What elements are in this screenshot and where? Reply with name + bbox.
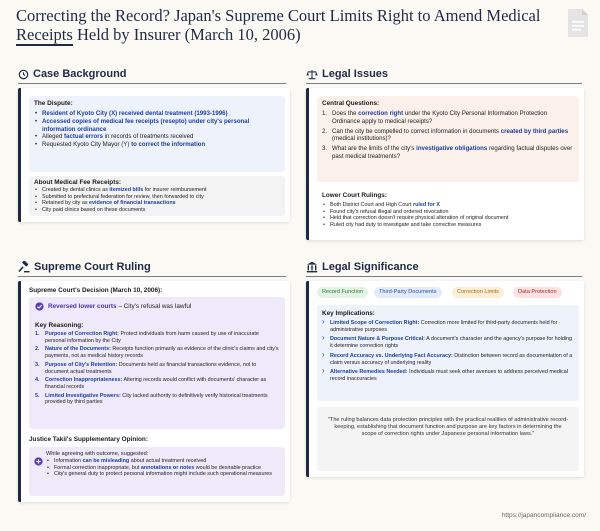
title-line-2 — [16, 25, 556, 44]
about-receipts-list — [34, 187, 280, 214]
list-item: 3. Purpose of City's Retention: Documents held as financial transactions evidence, not to document actual treatments — [35, 361, 257, 375]
key-implications-box — [317, 305, 579, 401]
footer-url: https://japancompliance.com/ — [501, 512, 586, 519]
case-background-card — [18, 88, 290, 222]
gavel-icon — [18, 261, 30, 273]
tag-data-protection: Data Protection — [513, 287, 562, 298]
section-divider — [306, 276, 582, 277]
dispute-box — [29, 96, 285, 172]
legal-issues-heading — [306, 66, 388, 82]
list-item: • Resident of Kyoto City (X) received dental treatment (1993-1996) — [34, 110, 280, 118]
dispute-title: The Dispute: — [34, 100, 73, 107]
ruling-quote: "The ruling balances data protection principles with the practical realities of administrative record-keeping, establishing that document function and purpose are key factors in determining the scope of correction rights under Japanese personal information laws." — [327, 417, 569, 438]
document-icon — [566, 8, 590, 38]
ruling-quote-box — [317, 407, 579, 471]
list-item: • City's general duty to protect personal information might include such operational measures — [46, 471, 280, 478]
list-item: 4. Correction Inappropriateness: Altering records would conflict with documents' character as financial records — [35, 377, 267, 390]
lower-court-rulings-list — [322, 202, 580, 229]
list-item: 3. What are the limits of the city's investigative obligations regarding factual disputes over past medical treatments? — [322, 145, 573, 160]
list-item: 1. Purpose of Correction Right: Protect individuals from harm caused by use of inaccurate personal information by the City — [35, 331, 259, 344]
reversed-lower-courts — [35, 302, 191, 311]
list-item: • Created by dental clinics as itemized bills for insurer reimbursement — [34, 187, 280, 194]
list-item: • City paid clinics based on these documents — [34, 207, 280, 214]
list-item: • Formal correction inappropriate, but annotations or notes would be desirable practice — [46, 465, 280, 472]
key-reasoning-list — [35, 331, 281, 408]
legal-significance-title: Legal Significance — [322, 261, 419, 273]
section-divider — [18, 83, 286, 84]
list-item: 5. Limited Investigative Powers: City lacked authority to definitively verify historical treatments provided by third parties — [35, 392, 268, 406]
list-item: • Information can be misleading about actual treatment received — [46, 458, 280, 465]
list-item: 2. Can the city be compelled to correct information in documents created by third parties (medical institutions)? — [322, 127, 569, 143]
check-circle-icon — [35, 302, 44, 311]
title-line-1: Correcting the Record? Japan's Supreme Court Limits Right to Amend Medical — [16, 6, 541, 25]
list-item: • Submitted to prefectural federation for review, then forwarded to city — [34, 194, 280, 201]
key-reasoning-title: Key Reasoning: — [35, 322, 84, 329]
legal-issues-card — [306, 88, 584, 240]
takii-opinion-box — [29, 447, 285, 496]
section-divider — [18, 276, 286, 277]
reversed-label: Reversed lower courts — [48, 303, 117, 310]
reversed-detail: – City's refusal was lawful — [116, 303, 192, 310]
takii-intro: While agreeing with outcome, suggested: — [46, 451, 149, 457]
lower-court-rulings-title: Lower Court Rulings: — [322, 192, 387, 199]
tag-third-party-documents: Third-Party Documents — [374, 287, 442, 298]
takii-opinion-list — [46, 458, 280, 478]
case-background-title: Case Background — [33, 68, 127, 80]
list-item: • Found city's refusal illegal and ordered revocation — [322, 209, 580, 216]
list-item: • Held that correction doesn't require physical alteration of original document — [322, 215, 580, 222]
list-item: › Alternative Remedies Needed: Individuals must seek other avenues to address perceived medical record inaccuracies — [322, 369, 574, 382]
supreme-court-ruling-card — [18, 281, 290, 502]
decision-title: Supreme Court's Decision (March 10, 2006): — [29, 287, 163, 294]
list-item: • Requested Kyoto City Mayor (Y) to correct the information — [34, 141, 280, 149]
central-questions-list — [322, 110, 574, 163]
list-item: • Both District Court and High Court ruled for X — [322, 202, 580, 209]
supreme-court-ruling-title: Supreme Court Ruling — [34, 261, 151, 273]
central-questions-box — [317, 96, 579, 182]
legal-issues-title: Legal Issues — [322, 68, 389, 80]
tag-record-function: Record Function — [317, 287, 368, 298]
building-icon — [306, 261, 318, 273]
list-item: • Ruled city had duty to investigate and take corrective measures — [322, 222, 580, 229]
key-implications-title: Key Implications: — [322, 310, 375, 317]
case-background-heading — [18, 66, 127, 82]
about-receipts-title: About Medical Fee Receipts: — [34, 179, 122, 186]
legal-significance-heading — [306, 259, 419, 275]
dispute-list — [34, 110, 280, 149]
section-divider — [306, 83, 582, 84]
list-item: • Alleged factual errors in records of treatments received — [34, 133, 280, 141]
list-item: › Limited Scope of Correction Right: Correction more limited for third-party documents held for administrative purposes — [322, 320, 574, 333]
page-title — [16, 6, 556, 44]
list-item: • Accessed copies of medical fee receipts (resepto) under city's personal information ordinance — [34, 118, 280, 134]
tag-correction-limits: Correction Limits — [452, 287, 504, 298]
list-item: 1. Does the correction right under the Kyoto City Personal Information Protection Ordinance apply to medical receipts? — [322, 110, 548, 125]
supreme-court-ruling-heading — [18, 259, 151, 275]
list-item: › Record Accuracy vs. Underlying Fact Accuracy: Distinction between record as documentation of a claim versus accuracy of underlying reality — [322, 353, 574, 366]
title-line-2-rest: Held by Insurer (March 10, 2006) — [72, 25, 301, 44]
history-icon — [18, 69, 29, 80]
takii-opinion-title: Justice Takii's Supplementary Opinion: — [29, 436, 148, 443]
list-item: 2. Nature of the Documents: Receipts function primarily as evidence of the clinic's claims and city's payments, not as medical history records — [35, 346, 279, 360]
legal-significance-card — [306, 281, 584, 477]
list-item: › Document Nature & Purpose Critical: A document's character and the agency's purpose for holding it determine correction rights — [322, 336, 574, 349]
list-item: • Retained by city as evidence of financial transactions — [34, 200, 280, 207]
scales-icon — [306, 69, 318, 80]
about-receipts-box — [29, 176, 285, 216]
plus-circle-icon — [34, 457, 43, 466]
title-underlined-word: Receipts — [16, 25, 73, 44]
key-implications-list — [322, 320, 574, 386]
central-questions-title: Central Questions: — [322, 100, 380, 107]
decision-box — [29, 297, 285, 429]
